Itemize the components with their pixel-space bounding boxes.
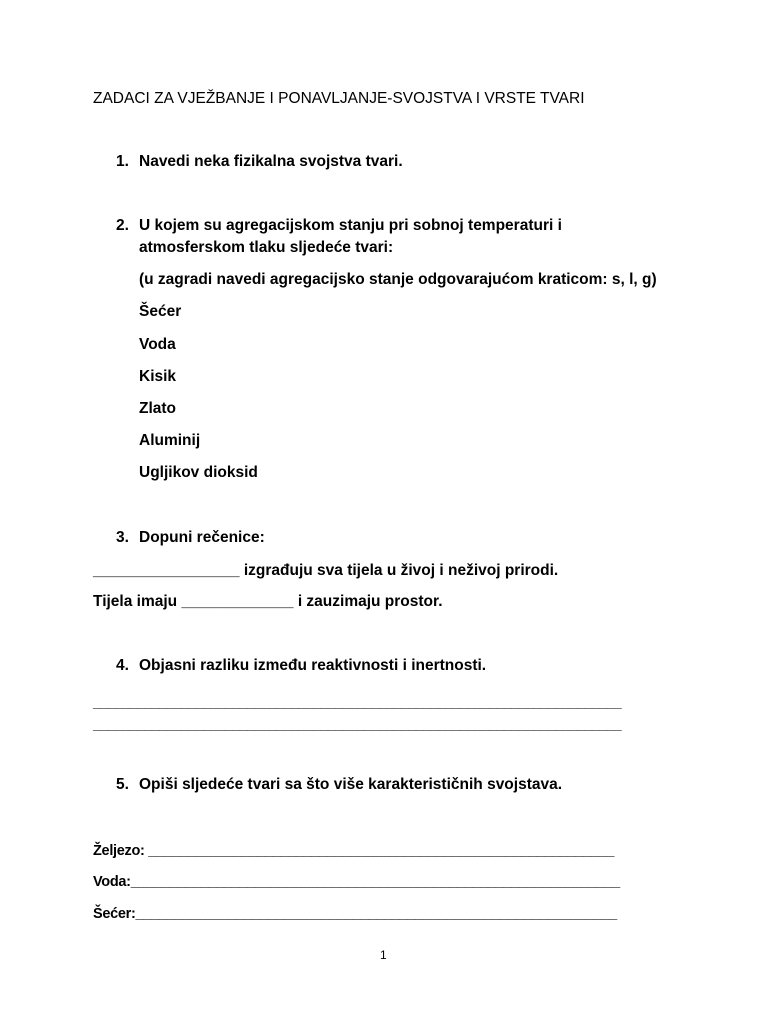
answer-line: ________________________________________________________________________ — [93, 716, 622, 732]
describe-secer-line: Šećer:______________________________________________________________ — [93, 906, 617, 922]
substance-item: Šećer — [139, 303, 182, 320]
substance-item: Kisik — [139, 368, 177, 385]
question-1-number: 1. — [116, 153, 129, 170]
answer-line: ________________________________________________________________________ — [93, 694, 622, 710]
describe-voda-line: Voda:_______________________________________________________________ — [93, 874, 620, 890]
substance-item: Ugljikov dioksid — [139, 464, 258, 481]
question-4-text: Objasni razliku između reaktivnosti i inertnosti. — [139, 657, 487, 674]
fill-in-sentence-2: Tijela imaju _____________ i zauzimaju prostor. — [93, 593, 443, 610]
question-2-number: 2. — [116, 217, 129, 234]
question-2-text-line2: atmosferskom tlaku sljedeće tvari: — [139, 239, 394, 256]
question-5-text: Opiši sljedeće tvari sa što više karakterističnih svojstava. — [139, 776, 563, 793]
page-number: 1 — [380, 948, 387, 962]
describe-zeljezo-line: Željezo: ____________________________________________________________ — [93, 843, 615, 859]
question-5-number: 5. — [116, 776, 129, 793]
substance-item: Aluminij — [139, 432, 201, 449]
question-3-number: 3. — [116, 529, 129, 546]
question-2-hint: (u zagradi navedi agregacijsko stanje odgovarajućom kraticom: s, l, g) — [139, 271, 657, 288]
document-title: ZADACI ZA VJEŽBANJE I PONAVLJANJE-SVOJSTVA I VRSTE TVARI — [93, 90, 585, 107]
question-3-text: Dopuni rečenice: — [139, 529, 265, 546]
question-2-text-line1: U kojem su agregacijskom stanju pri sobnoj temperaturi i — [139, 217, 562, 234]
substance-item: Zlato — [139, 400, 177, 417]
fill-in-sentence-1: _________________ izgrađuju sva tijela u živoj i neživoj prirodi. — [93, 562, 559, 579]
substance-item: Voda — [139, 336, 176, 353]
question-4-number: 4. — [116, 657, 129, 674]
question-1-text: Navedi neka fizikalna svojstva tvari. — [139, 153, 403, 170]
